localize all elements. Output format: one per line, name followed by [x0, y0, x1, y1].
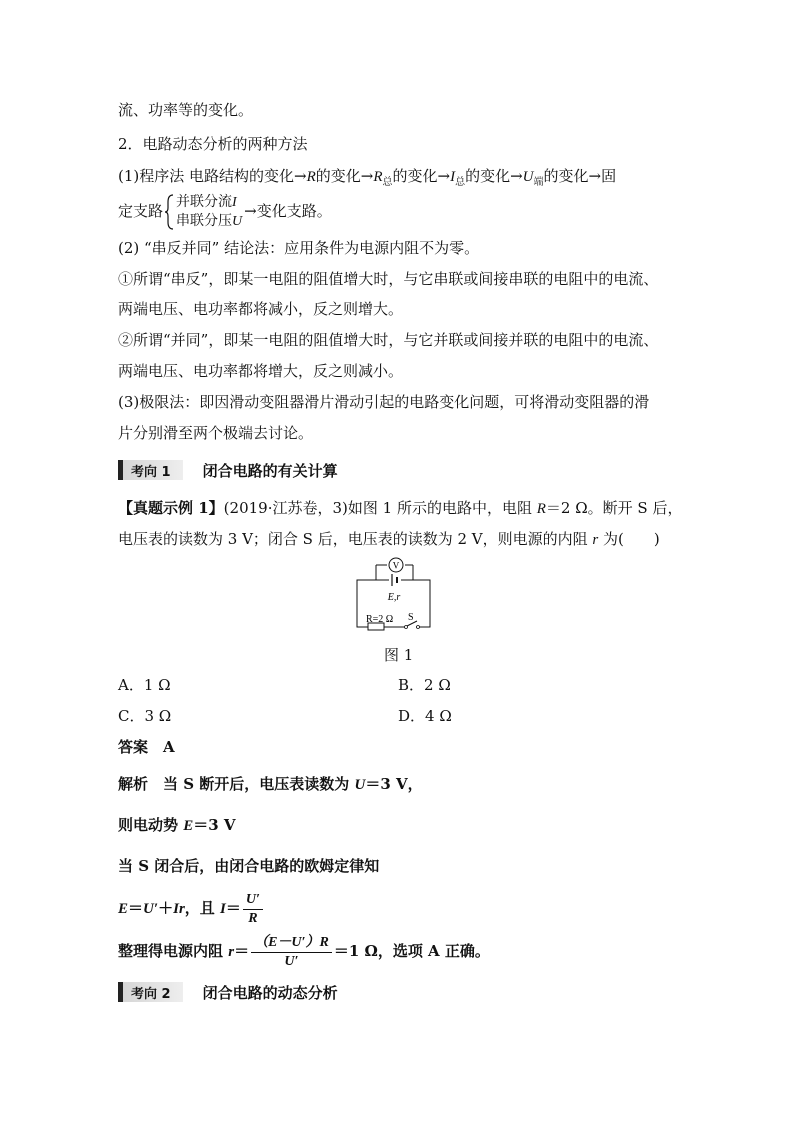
fraction: $\frac{U'}{R}$ [243, 891, 263, 928]
option-a[interactable]: A．1 Ω [118, 676, 171, 694]
method-heading: 2．电路动态分析的两种方法 [118, 135, 308, 153]
solution-formula: 整理得电源内阻 r＝ $\frac{(E-U')R}{U'}$ ＝1 Ω，选项 A 正确。 [118, 934, 490, 969]
voltmeter-label: V [392, 560, 400, 571]
text-line: (3)极限法：即因滑动变阻器滑片滑动引起的电路变化问题，可将滑动变阻器的滑 [118, 393, 650, 411]
text-line: 两端电压、电功率都将增大，反之则减小。 [118, 362, 404, 380]
fraction: $\frac{(E-U')R}{U'}$ [251, 934, 332, 971]
circuit-diagram [350, 555, 440, 633]
section-title: 闭合电路的有关计算 [202, 461, 338, 480]
solution-line: 则电动势 E＝3 V [118, 816, 236, 834]
section-header [118, 981, 338, 1003]
brace-icon [165, 193, 175, 231]
figure-caption: 图 1 [384, 646, 414, 664]
solution-line: 解析 当 S 断开后，电压表读数为 U＝3 V， [118, 775, 423, 793]
text-line: (1)程序法 电路结构的变化→R的变化$\to R_总$的变化$\to I_总$的变化$\to U_端$的变化→固 [118, 167, 617, 188]
text-line: 片分别滑至两个极端去讨论。 [118, 424, 314, 442]
section-title: 闭合电路的动态分析 [202, 983, 338, 1002]
answer: 答案 A [118, 738, 175, 756]
section-header [118, 459, 338, 481]
section-tag: 考向 1 [118, 460, 183, 480]
problem-line: 电压表的读数为 3 V；闭合 S 后，电压表的读数为 2 V，则电源的内阻 r 为( ) [118, 530, 660, 548]
text-line: (2) “串反并同” 结论法：应用条件为电源内阻不为零。 [118, 239, 480, 257]
section-tag: 考向 2 [118, 982, 183, 1002]
text-line: 定支路 并联分流I 串联分压U →变化支路。 [118, 194, 332, 229]
brace-group: 并联分流I 串联分压U [165, 193, 242, 231]
resistor-label: R=2 Ω [366, 614, 394, 625]
option-b[interactable]: B．2 Ω [398, 676, 451, 694]
problem-line: 【真题示例 1】(2019·江苏卷，3)如图 1 所示的电路中，电阻 R＝2 Ω。断开 S 后， [118, 499, 683, 517]
switch-label: S [408, 612, 414, 623]
solution-line: 当 S 闭合后，由闭合电路的欧姆定律知 [118, 857, 380, 875]
option-d[interactable]: D．4 Ω [398, 707, 452, 725]
source-label: E,r [387, 592, 401, 603]
text-line: ②所谓“并同”，即某一电阻的阻值增大时，与它并联或间接并联的电阻中的电流、 [118, 331, 659, 349]
text-line: 流、功率等的变化。 [118, 101, 254, 119]
option-c[interactable]: C．3 Ω [118, 707, 172, 725]
text-line: ①所谓“串反”，即某一电阻的阻值增大时，与它串联或间接串联的电阻中的电流、 [118, 270, 659, 288]
solution-formula: E＝U′＋Ir，且 I＝ $\frac{U'}{R}$ [118, 886, 265, 930]
text-line: 两端电压、电功率都将减小，反之则增大。 [118, 300, 404, 318]
